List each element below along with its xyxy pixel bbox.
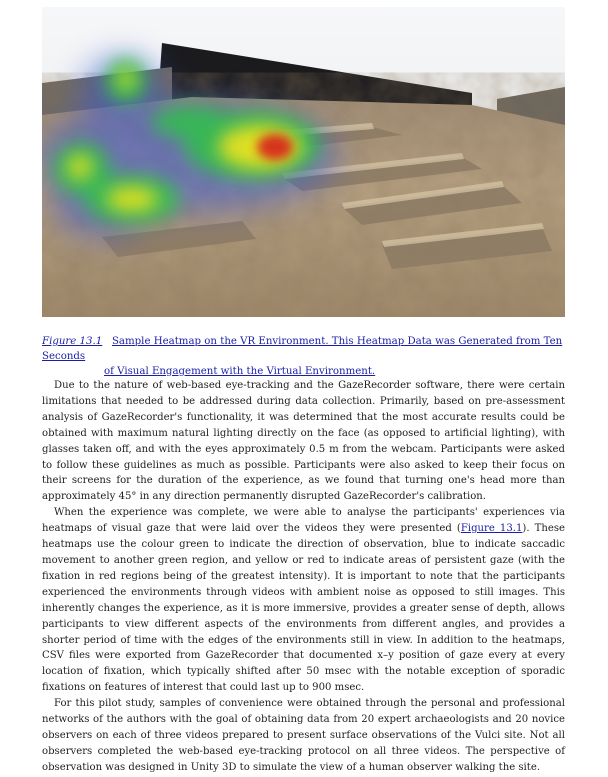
figure-reference-link[interactable]: Figure 13.1 [460, 523, 523, 535]
paragraph-2 [42, 505, 565, 696]
paragraph-2-text-before: When the experience was complete, we were able to analyse the participants' experiences via heatmaps of visual gaze that were laid over the videos they were presented ( [42, 507, 565, 535]
paragraph-2-text-after: ). These heatmaps use the colour green to indicate the direction of observation, blue to indicate saccadic movement to another green region, and yellow or red to indicate areas of persistent gaze (with the fixation in red regions being of the greatest intensity). It is important to note that the participants experienced the environments through videos with ambient noise as opposed to still images. This inherently changes the experience, as it is more immersive, provides a greater sense of depth, allows participants to view different aspects of the environments from different angles, and provides a shorter period of time with the edges of the environments still in view. In addition to the heatmaps, CSV files were exported from GazeRecorder that documented x–y position of gaze every at every location of fixation, which typically shifted after 50 msec with the notable exception of sporadic fixations on features of interest that could last up to 900 msec. [42, 523, 565, 694]
figure-caption [42, 334, 565, 379]
caption-text-line1[interactable]: Sample Heatmap on the VR Environment. This Heatmap Data was Generated from Ten Seconds [42, 336, 563, 362]
body-text [42, 378, 565, 776]
vr-environment-heatmap-image [42, 7, 565, 317]
caption-text-line2[interactable]: of Visual Engagement with the Virtual Environment. [104, 366, 376, 377]
paragraph-3: For this pilot study, samples of convenience were obtained through the personal and professional networks of the authors with the goal of obtaining data from 20 expert archaeologists and 20 novice observers on each of three videos prepared to present surface observations of the Vulci site. Not all observers completed the web-based eye-tracking protocol on all three videos. The perspective of observation was designed in Unity 3D to simulate the view of a human observer walking the site. [42, 698, 565, 773]
paragraph-1: Due to the nature of web-based eye-tracking and the GazeRecorder software, there were certain limitations that needed to be addressed during data collection. Primarily, based on pre-assessment analysis of GazeRecorder's functionality, it was determined that the most accurate results could be obtained with maximum natural lighting directly on the face (as opposed to artificial lighting), with glasses taken off, and with the eyes approximately 0.5 m from the webcam. Participants were asked to follow these guidelines as much as possible. Participants were also asked to keep their focus on their screens for the duration of the experience, as we found that turning one's head more than approximately 45° in any direction permanently disrupted GazeRecorder's calibration. [42, 380, 565, 503]
heatmap-figure [42, 7, 565, 317]
figure-label-link[interactable]: Figure 13.1 [42, 336, 103, 347]
fixation-red-hotspot [257, 134, 293, 160]
